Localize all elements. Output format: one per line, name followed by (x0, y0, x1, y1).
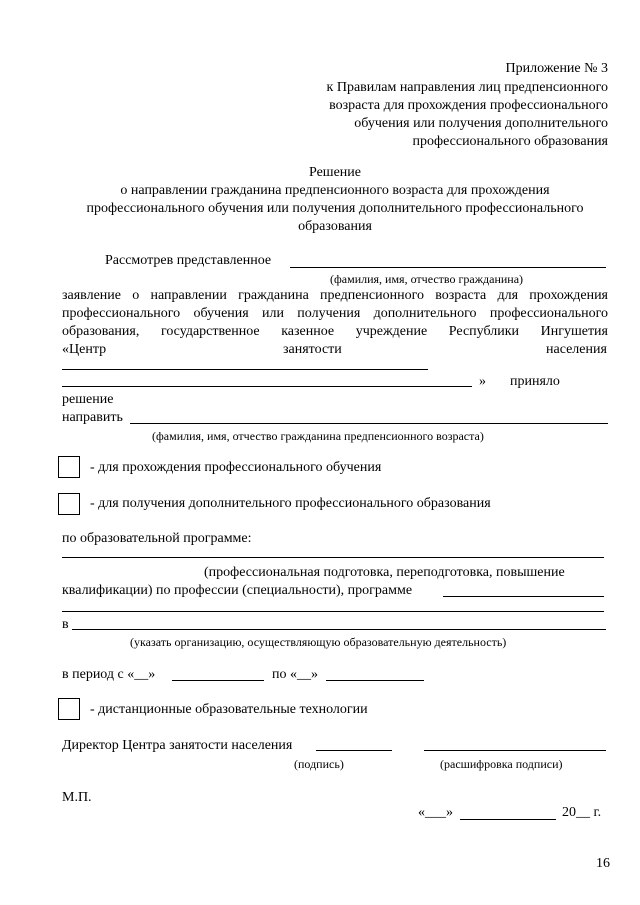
paragraph-line-1: заявление о направлении гражданина предпенсионного возраста для прохождения (62, 288, 608, 303)
date-day: «___» (418, 805, 453, 820)
distance-tech-checkbox[interactable] (58, 698, 80, 720)
period-to-label: по «__» (272, 667, 318, 682)
program-line-3[interactable] (62, 611, 604, 612)
document-subtitle-line-3: образования (298, 219, 372, 234)
center-word-2: занятости (283, 342, 342, 357)
center-word-1: «Центр (62, 342, 107, 357)
document-subtitle-line-1: о направлении гражданина предпенсионного возраста для прохождения (120, 183, 550, 198)
program-caption-line-1: (профессиональная подготовка, переподготовка, повышение (204, 565, 565, 580)
decode-line[interactable] (424, 750, 606, 751)
page-number: 16 (596, 856, 610, 871)
center-name-line-1[interactable] (62, 369, 428, 370)
date-month-line[interactable] (460, 819, 556, 820)
closing-quote: » (479, 374, 486, 389)
period-from-line[interactable] (172, 680, 264, 681)
accepted-text: приняло (510, 374, 560, 389)
appendix-line-3: обучения или получения дополнительного (354, 116, 608, 131)
signature-caption: (подпись) (294, 757, 344, 771)
citizen-name-caption: (фамилия, имя, отчество гражданина предпенсионного возраста) (152, 429, 484, 443)
additional-education-checkbox[interactable] (58, 493, 80, 515)
paragraph-line-2: профессионального обучения или получения дополнительного профессионального (62, 306, 608, 321)
center-word-3: населения (546, 342, 607, 357)
paragraph-line-3: образования, государственное казенное учреждение Республики Ингушетия (62, 324, 608, 339)
period-to-line[interactable] (326, 680, 424, 681)
professional-training-checkbox[interactable] (58, 456, 80, 478)
professional-training-label: - для прохождения профессионального обучения (90, 460, 382, 475)
center-name-line-2[interactable] (62, 386, 472, 387)
program-line-2[interactable] (443, 596, 604, 597)
appendix-line-2: возраста для прохождения профессионального (329, 98, 608, 113)
decision-text: решение (62, 392, 114, 407)
program-line-1[interactable] (62, 557, 604, 558)
considered-label: Рассмотрев представленное (105, 253, 272, 268)
appendix-line-4: профессионального образования (412, 134, 608, 149)
citizen-name-line[interactable] (130, 423, 608, 424)
direct-text: направить (62, 410, 123, 425)
stamp-label: М.П. (62, 790, 92, 805)
distance-tech-label: - дистанционные образовательные технологии (90, 702, 368, 717)
decode-caption: (расшифровка подписи) (440, 757, 563, 771)
organization-caption: (указать организацию, осуществляющую образовательную деятельность) (130, 635, 507, 649)
period-from-label: в период с «__» (62, 667, 156, 682)
organization-in-label: в (62, 617, 69, 632)
organization-line[interactable] (72, 629, 606, 630)
applicant-name-line[interactable] (290, 267, 606, 268)
additional-education-label: - для получения дополнительного профессионального образования (90, 496, 491, 511)
signature-line[interactable] (316, 750, 392, 751)
program-caption-line-2: квалификации) по профессии (специальности), программе (62, 583, 413, 598)
appendix-line-1: к Правилам направления лиц предпенсионного (326, 80, 608, 95)
appendix-number: Приложение № 3 (505, 61, 608, 76)
date-year: 20__ г. (562, 805, 602, 820)
document-title: Решение (308, 165, 361, 180)
applicant-name-caption: (фамилия, имя, отчество гражданина) (330, 272, 524, 286)
program-label: по образовательной программе: (62, 531, 252, 546)
document-subtitle-line-2: профессионального обучения или получения дополнительного профессионального (86, 201, 584, 216)
director-label: Директор Центра занятости населения (62, 738, 293, 753)
